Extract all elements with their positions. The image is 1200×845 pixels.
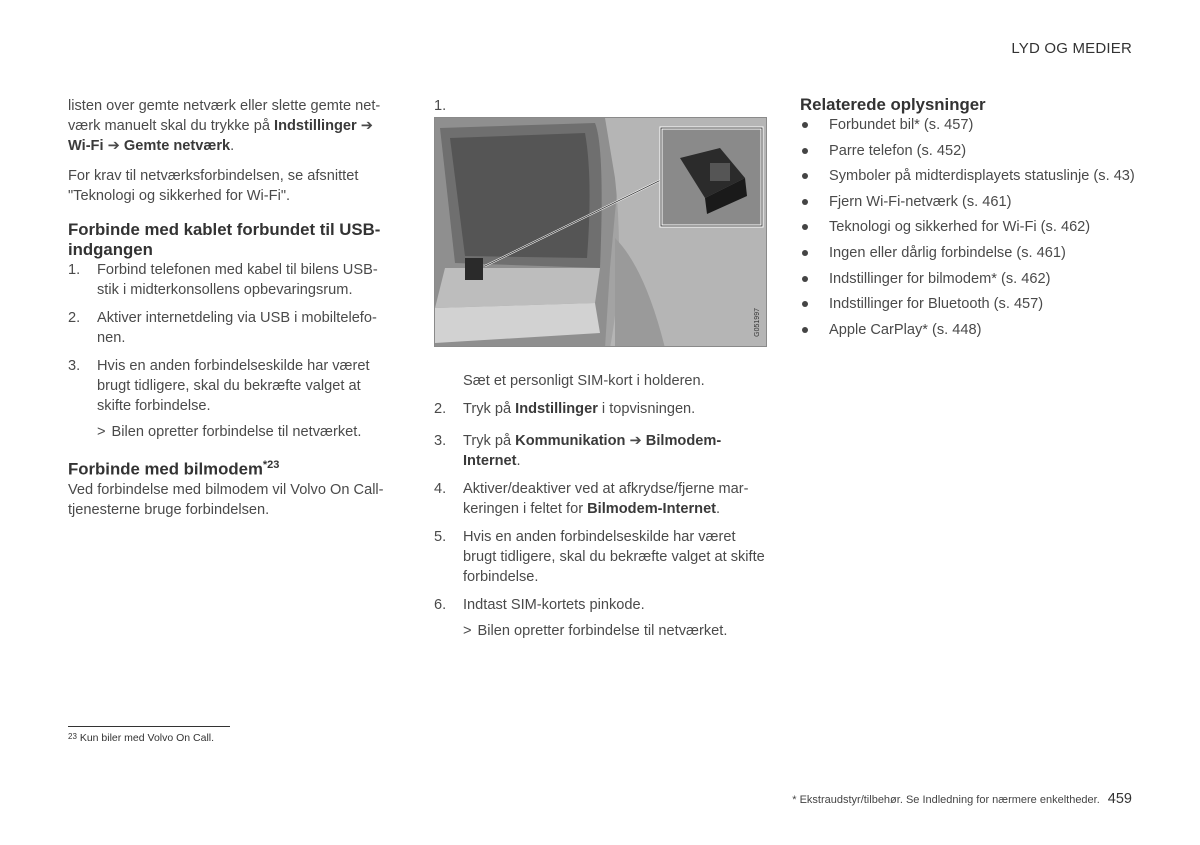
trunk-sim-holder-illustration — [434, 117, 767, 347]
related-link[interactable]: Teknologi og sikkerhed for Wi-Fi (s. 462) — [829, 219, 1091, 236]
intro-line-1: listen over gemte netværk eller slette gemte net- — [68, 98, 381, 114]
list-item[interactable] — [800, 192, 1135, 212]
bullet-icon — [802, 122, 808, 128]
modem-heading — [68, 455, 396, 480]
usb-heading — [68, 220, 396, 260]
list-item — [68, 260, 396, 300]
step-number: 1. — [68, 262, 81, 278]
menu-path-car-modem: Bilmodem-Internet — [463, 433, 722, 469]
modem-paragraph: Ved forbindelse med bilmodem vil Volvo On Call-tjenesterne bruge forbindelsen. — [68, 481, 384, 518]
menu-path-wifi: Wi-Fi — [68, 138, 104, 154]
figure-step-number: 1. — [434, 98, 447, 114]
related-list — [800, 115, 1135, 340]
usb-heading-line-1: Forbinde med kablet forbundet til USB- — [68, 220, 381, 239]
usb-heading-line-2: indgangen — [68, 240, 153, 259]
menu-arrow-icon: ➔ — [360, 118, 374, 134]
list-item[interactable] — [800, 320, 1135, 340]
column-right — [800, 95, 1135, 345]
bullet-icon — [802, 173, 808, 179]
step-text: Hvis en anden forbindelseskilde har været brugt tidligere, skal du bekræfte valget at skifte forbindelse. — [463, 529, 765, 585]
sim-steps — [434, 371, 768, 649]
list-item — [434, 527, 768, 587]
list-item[interactable] — [800, 217, 1135, 237]
footnote-number: 23 — [68, 732, 77, 741]
step-text: Forbind telefonen med kabel til bilens USB-stik i midterkonsollens opbevaringsrum. — [97, 262, 378, 298]
step-number: 5. — [434, 529, 447, 545]
step-number: 2. — [68, 310, 81, 326]
step-text: Tryk på — [463, 433, 516, 449]
usb-steps-list — [68, 260, 396, 416]
related-link[interactable]: Apple CarPlay* (s. 448) — [829, 321, 982, 338]
list-item — [434, 399, 768, 419]
column-left — [68, 96, 396, 520]
list-item — [434, 431, 768, 471]
list-item[interactable] — [800, 243, 1135, 263]
step-text: Aktiver/deaktiver ved at afkrydse/fjerne mar-keringen i feltet for — [463, 481, 749, 517]
step-text: Indtast SIM-kortets pinkode. — [463, 597, 645, 613]
step-text: Aktiver internetdeling via USB i mobiltelefo-nen. — [97, 310, 377, 346]
footnote-text: Kun biler med Volvo On Call. — [79, 732, 215, 744]
car-trunk-illustration — [435, 118, 767, 347]
list-item[interactable] — [800, 294, 1135, 314]
running-head: LYD OG MEDIER — [1011, 40, 1132, 57]
menu-path-communication: Kommunikation — [515, 433, 626, 449]
menu-arrow-icon: ➔ — [107, 138, 120, 154]
result-marker: > — [97, 424, 106, 440]
footnote — [68, 732, 214, 744]
bullet-icon — [802, 301, 808, 307]
list-item — [434, 595, 768, 615]
footer-note: * Ekstraudstyr/tilbehør. Se Indledning for nærmere enkeltheder. — [792, 794, 1100, 806]
footnote-rule — [68, 726, 230, 727]
related-heading: Relaterede oplysninger — [800, 95, 986, 114]
step-number: 6. — [434, 597, 447, 613]
step-number: 3. — [434, 433, 447, 449]
result-marker: > — [463, 623, 472, 639]
menu-path-car-modem: Bilmodem-Internet — [587, 501, 717, 517]
list-item[interactable] — [800, 269, 1135, 289]
step-text: Tryk på — [463, 401, 516, 417]
step-number: 2. — [434, 401, 447, 417]
step-number: 4. — [434, 481, 447, 497]
requirements-paragraph: For krav til netværksforbindelsen, se afsnittet "Teknologi og sikkerhed for Wi-Fi". — [68, 168, 359, 204]
step-text: i topvisningen. — [597, 401, 696, 417]
step-number: 3. — [68, 358, 81, 374]
figure-code: G051997 — [754, 308, 761, 337]
page-number: 459 — [1107, 791, 1132, 807]
list-item — [434, 479, 768, 519]
related-link[interactable]: Forbundet bil* (s. 457) — [829, 117, 974, 133]
menu-path-settings: Indstillinger — [515, 401, 598, 417]
related-link[interactable]: Parre telefon (s. 452) — [829, 142, 967, 159]
modem-result-text: Bilen opretter forbindelse til netværket. — [477, 623, 728, 639]
bullet-icon — [802, 250, 808, 256]
page-footer — [792, 791, 1132, 807]
intro-end: . — [230, 138, 235, 154]
usb-result-text: Bilen opretter forbindelse til netværket. — [111, 424, 362, 440]
related-link[interactable]: Indstillinger for bilmodem* (s. 462) — [829, 270, 1051, 287]
menu-path-saved-networks: Gemte netværk — [123, 138, 231, 154]
step-text: . — [516, 453, 521, 469]
modem-heading-footnote-ref: *23 — [262, 459, 280, 471]
list-item[interactable] — [800, 141, 1135, 161]
list-item[interactable] — [800, 115, 1135, 135]
step-1-text: Sæt et personligt SIM-kort i holderen. — [463, 373, 705, 389]
column-middle — [434, 96, 768, 116]
list-item — [68, 308, 396, 348]
bullet-icon — [802, 276, 808, 282]
related-link[interactable]: Indstillinger for Bluetooth (s. 457) — [829, 296, 1044, 313]
modem-result — [434, 621, 768, 641]
related-link[interactable]: Symboler på midterdisplayets statuslinje (s. 43) — [829, 168, 1135, 185]
bullet-icon — [802, 148, 808, 154]
modem-steps-list — [434, 399, 768, 615]
intro-paragraph — [68, 96, 396, 156]
step-text: . — [716, 501, 721, 517]
menu-arrow-icon: ➔ — [629, 433, 642, 449]
step-text: Hvis en anden forbindelseskilde har været brugt tidligere, skal du bekræfte valget at skifte forbindelse. — [97, 358, 370, 414]
intro-line-2: værk manuelt skal du trykke på — [68, 118, 275, 134]
bullet-icon — [802, 224, 808, 230]
list-item — [68, 356, 396, 416]
list-item[interactable] — [800, 166, 1135, 186]
usb-result — [68, 422, 396, 442]
bullet-icon — [802, 327, 808, 333]
menu-path-settings: Indstillinger — [274, 118, 357, 134]
bullet-icon — [802, 199, 808, 205]
modem-heading-text: Forbinde med bilmodem — [68, 459, 263, 479]
related-link[interactable]: Fjern Wi-Fi-netværk (s. 461) — [829, 193, 1012, 210]
related-link[interactable]: Ingen eller dårlig forbindelse (s. 461) — [829, 244, 1066, 261]
